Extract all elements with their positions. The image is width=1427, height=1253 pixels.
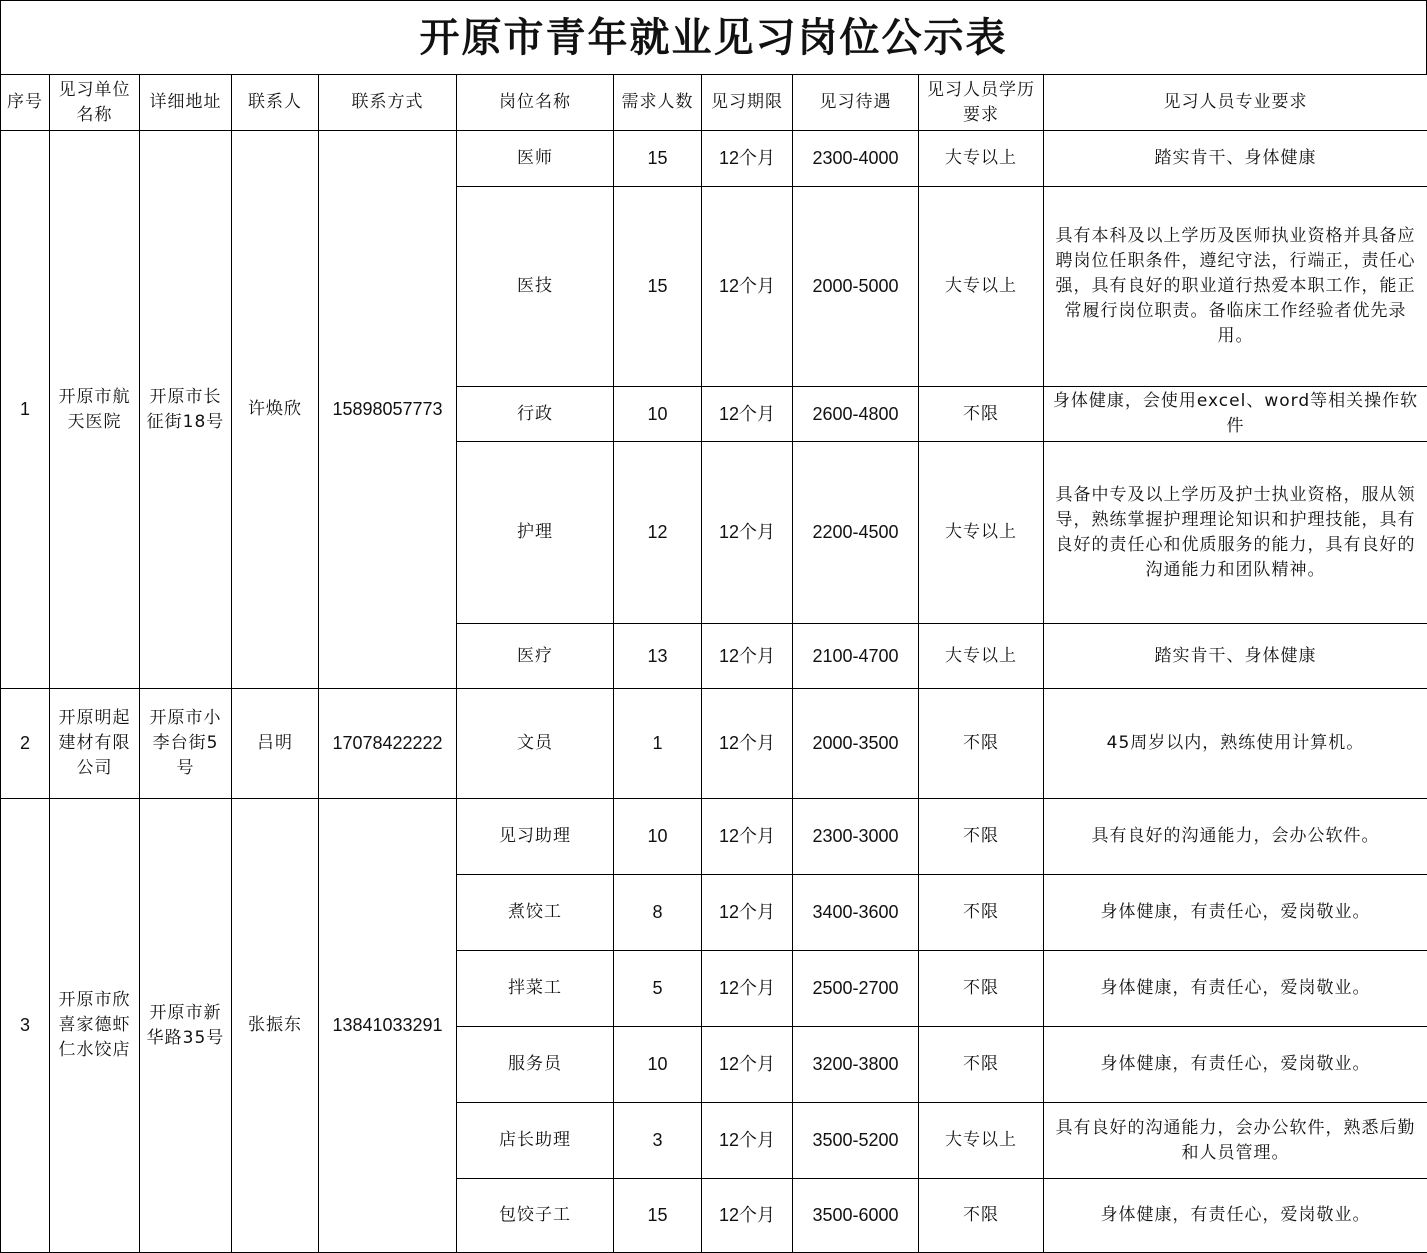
header-salary: 见习待遇 <box>793 75 919 131</box>
position-requirement: 身体健康，有责任心，爱岗敬业。 <box>1044 1179 1427 1253</box>
position-period: 12个月 <box>702 387 793 442</box>
position-period: 12个月 <box>702 1027 793 1103</box>
position-count: 15 <box>614 131 702 187</box>
header-education: 见习人员学历要求 <box>919 75 1044 131</box>
position-count: 15 <box>614 1179 702 1253</box>
unit-phone: 13841033291 <box>319 799 457 1253</box>
position-requirement: 具有良好的沟通能力，会办公软件，熟悉后勤和人员管理。 <box>1044 1103 1427 1179</box>
position-period: 12个月 <box>702 1179 793 1253</box>
position-education: 不限 <box>919 875 1044 951</box>
header-contact: 联系人 <box>232 75 319 131</box>
positions-table <box>0 74 1427 1253</box>
header-phone: 联系方式 <box>319 75 457 131</box>
table-row <box>1 799 1427 875</box>
header-period: 见习期限 <box>702 75 793 131</box>
header-position: 岗位名称 <box>457 75 614 131</box>
position-salary: 2300-3000 <box>793 799 919 875</box>
unit-phone: 15898057773 <box>319 131 457 689</box>
position-education: 大专以上 <box>919 442 1044 624</box>
position-requirement: 身体健康，有责任心，爱岗敬业。 <box>1044 1027 1427 1103</box>
position-salary: 2500-2700 <box>793 951 919 1027</box>
position-education: 不限 <box>919 951 1044 1027</box>
position-education: 不限 <box>919 1027 1044 1103</box>
table-row <box>1 131 1427 187</box>
position-name: 包饺子工 <box>457 1179 614 1253</box>
unit-contact: 张振东 <box>232 799 319 1253</box>
position-period: 12个月 <box>702 799 793 875</box>
unit-contact: 吕明 <box>232 689 319 799</box>
position-name: 煮饺工 <box>457 875 614 951</box>
position-count: 10 <box>614 1027 702 1103</box>
header-address: 详细地址 <box>140 75 232 131</box>
unit-seq: 1 <box>1 131 50 689</box>
unit-name: 开原市航天医院 <box>50 131 140 689</box>
position-name: 拌菜工 <box>457 951 614 1027</box>
position-requirement: 踏实肯干、身体健康 <box>1044 131 1427 187</box>
position-name: 行政 <box>457 387 614 442</box>
position-salary: 2000-3500 <box>793 689 919 799</box>
position-period: 12个月 <box>702 442 793 624</box>
unit-name: 开原市欣喜家德虾仁水饺店 <box>50 799 140 1253</box>
position-period: 12个月 <box>702 875 793 951</box>
position-requirement: 45周岁以内，熟练使用计算机。 <box>1044 689 1427 799</box>
unit-address: 开原市小李台街5号 <box>140 689 232 799</box>
header-major: 见习人员专业要求 <box>1044 75 1427 131</box>
position-education: 不限 <box>919 387 1044 442</box>
unit-seq: 2 <box>1 689 50 799</box>
position-education: 不限 <box>919 1179 1044 1253</box>
position-salary: 2300-4000 <box>793 131 919 187</box>
position-education: 大专以上 <box>919 624 1044 689</box>
position-requirement: 具有良好的沟通能力，会办公软件。 <box>1044 799 1427 875</box>
position-salary: 3500-6000 <box>793 1179 919 1253</box>
table-row <box>1 689 1427 799</box>
position-name: 医疗 <box>457 624 614 689</box>
position-education: 大专以上 <box>919 131 1044 187</box>
position-education: 大专以上 <box>919 187 1044 387</box>
header-count: 需求人数 <box>614 75 702 131</box>
position-count: 15 <box>614 187 702 387</box>
position-salary: 3400-3600 <box>793 875 919 951</box>
position-requirement: 身体健康，会使用excel、word等相关操作软件 <box>1044 387 1427 442</box>
position-period: 12个月 <box>702 689 793 799</box>
position-requirement: 具有本科及以上学历及医师执业资格并具备应聘岗位任职条件，遵纪守法，行端正，责任心强，具有良好的职业道行热爱本职工作，能正常履行岗位职责。备临床工作经验者优先录用。 <box>1044 187 1427 387</box>
header-row <box>1 75 1427 131</box>
position-count: 3 <box>614 1103 702 1179</box>
position-count: 1 <box>614 689 702 799</box>
position-period: 12个月 <box>702 951 793 1027</box>
position-count: 10 <box>614 799 702 875</box>
position-name: 服务员 <box>457 1027 614 1103</box>
position-requirement: 身体健康，有责任心，爱岗敬业。 <box>1044 951 1427 1027</box>
page-title: 开原市青年就业见习岗位公示表 <box>0 0 1427 74</box>
unit-address: 开原市长征街18号 <box>140 131 232 689</box>
position-requirement: 踏实肯干、身体健康 <box>1044 624 1427 689</box>
position-period: 12个月 <box>702 187 793 387</box>
position-name: 店长助理 <box>457 1103 614 1179</box>
position-name: 医师 <box>457 131 614 187</box>
unit-phone: 17078422222 <box>319 689 457 799</box>
position-salary: 2600-4800 <box>793 387 919 442</box>
position-count: 5 <box>614 951 702 1027</box>
position-name: 见习助理 <box>457 799 614 875</box>
header-unit: 见习单位名称 <box>50 75 140 131</box>
position-period: 12个月 <box>702 1103 793 1179</box>
unit-contact: 许焕欣 <box>232 131 319 689</box>
position-name: 医技 <box>457 187 614 387</box>
header-seq: 序号 <box>1 75 50 131</box>
position-education: 不限 <box>919 799 1044 875</box>
position-count: 12 <box>614 442 702 624</box>
position-count: 8 <box>614 875 702 951</box>
position-count: 10 <box>614 387 702 442</box>
position-period: 12个月 <box>702 131 793 187</box>
position-salary: 2200-4500 <box>793 442 919 624</box>
position-education: 大专以上 <box>919 1103 1044 1179</box>
position-salary: 2000-5000 <box>793 187 919 387</box>
position-salary: 2100-4700 <box>793 624 919 689</box>
position-salary: 3500-5200 <box>793 1103 919 1179</box>
position-name: 文员 <box>457 689 614 799</box>
position-requirement: 身体健康，有责任心，爱岗敬业。 <box>1044 875 1427 951</box>
unit-address: 开原市新华路35号 <box>140 799 232 1253</box>
unit-name: 开原明起建材有限公司 <box>50 689 140 799</box>
position-requirement: 具备中专及以上学历及护士执业资格，服从领导，熟练掌握护理理论知识和护理技能，具有良好的责任心和优质服务的能力，具有良好的沟通能力和团队精神。 <box>1044 442 1427 624</box>
position-name: 护理 <box>457 442 614 624</box>
position-education: 不限 <box>919 689 1044 799</box>
position-salary: 3200-3800 <box>793 1027 919 1103</box>
unit-seq: 3 <box>1 799 50 1253</box>
position-period: 12个月 <box>702 624 793 689</box>
position-count: 13 <box>614 624 702 689</box>
